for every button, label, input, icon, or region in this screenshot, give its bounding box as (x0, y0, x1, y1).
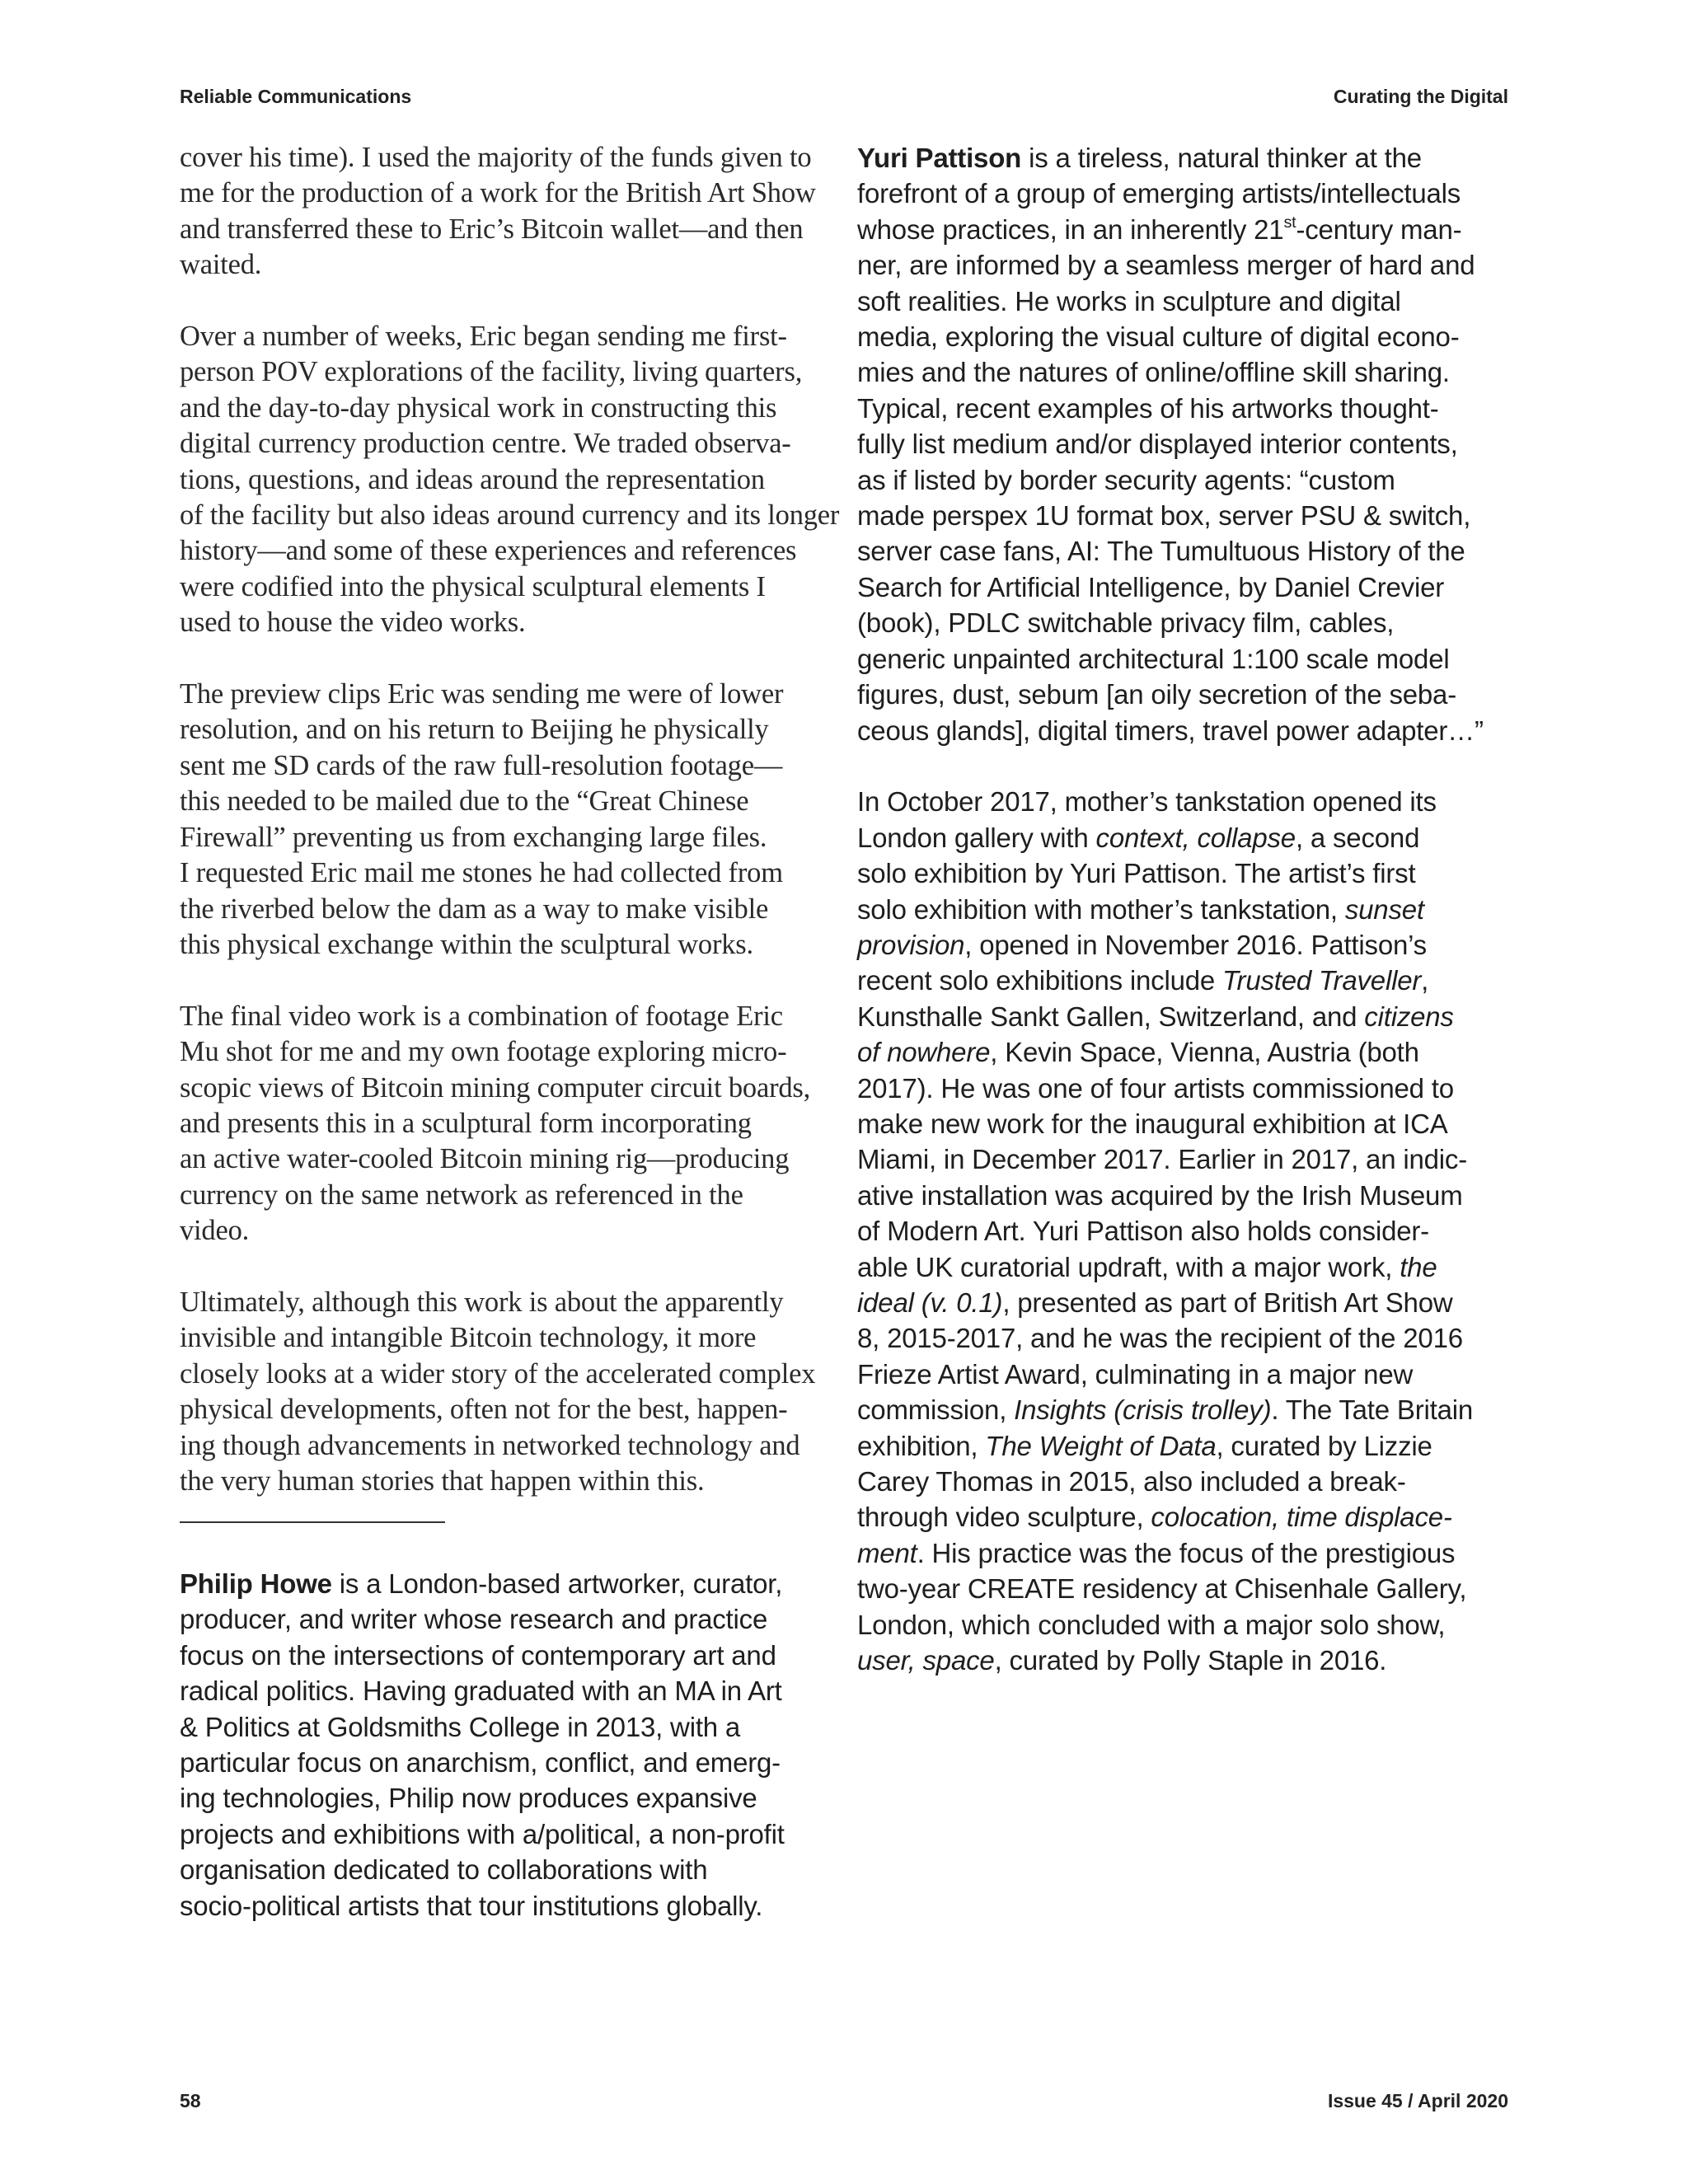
text-line: physical developments, often not for the best, happen- (180, 1394, 788, 1426)
text-line: the riverbed below the dam as a way to make visible (180, 893, 769, 925)
text-line: invisible and intangible Bitcoin technology, it more (180, 1322, 757, 1354)
text-line: focus on the intersections of contemporary art and (180, 1639, 776, 1671)
text-line: the very human stories that happen within this. (180, 1465, 705, 1497)
text-line: used to house the video works. (180, 607, 526, 639)
header-article-section: Curating the Digital (1333, 86, 1508, 107)
bio-philip-howe (180, 1566, 839, 1959)
work-title-insights: Insights (crisis trolley) (1014, 1394, 1272, 1426)
bio-philip-remaining-lines (180, 1601, 839, 1924)
text-line: currency on the same network as referenced in the (180, 1179, 743, 1211)
text-line: and transferred these to Eric’s Bitcoin wallet—and then (180, 213, 804, 245)
essay-paragraph-2 (180, 319, 840, 641)
work-title-provision: provision (857, 929, 965, 960)
work-title-user-space: user, space (857, 1645, 995, 1676)
text-line: history—and some of these experiences and references (180, 535, 797, 567)
bio-philip-paragraph (180, 1566, 839, 1924)
work-title-ment: ment (857, 1537, 917, 1568)
essay-paragraph-1 (180, 140, 831, 284)
text-line: particular focus on anarchism, conflict, and emerg- (180, 1747, 781, 1779)
section-divider (180, 1521, 445, 1523)
essay-paragraph-3 (180, 677, 831, 963)
work-title-ideal: ideal (v. 0.1) (857, 1286, 1003, 1318)
text-line: ing though advancements in networked technology and (180, 1429, 800, 1461)
text-line: video. (180, 1215, 250, 1247)
text-line: cover his time). I used the majority of the funds given to (180, 142, 812, 173)
text-line: radical politics. Having graduated with an MA in Art (180, 1675, 782, 1707)
text-line: The final video work is a combination of footage Eric (180, 1000, 783, 1032)
yuri-exhibition-history: In October 2017, mother’s tankstation opened its London gallery with context, collapse, a second solo exhibition by Yuri Pattison. The artist’s first solo exhibition with mother’s tankstation, sunset provision, opened in November 2016. Pattison’s recent solo exhibitions include Trusted Traveller, Kunsthalle Sankt Gallen, Switzerland, and citizens of nowhere, Kevin Space, Vienna, Austria (both 2017). He was one of four artists commissioned to make new work for the inaugural exhibition at ICA Miami, in December 2017. Earlier in 2017, an indic- ative installation was acquired by the Irish Museum of Modern Art. Yuri Pattison also holds consider- able UK curatorial updraft, with a major work, the ideal (v. 0.1), presented as part of British Art Show 8, 2015-2017, and he was the recipient of the 2016 Frieze Artist Award, culminating in a major new commission, Insights (crisis trolley). The Tate Britain exhibition, The Weight of Data, curated by Lizzie Carey Thomas in 2015, also included a break- through video sculpture, colocation, time displace- ment. His practice was the focus of the prestigious two-year CREATE residency at Chisenhale Gallery, London, which concluded with a major solo show, user, space, curated by Polly Staple in 2016. (857, 786, 1474, 1676)
bio-yuri-pattison: Yuri Pattison is a tireless, natural thinker at the forefront of a group of emerging artists/intellectuals whose practices, in an inherently 21st-century man- ner, are informed by a seamless merger of hard and soft realities. He works in sculpture and digital media, exploring the visual culture of digital econo- mies and the natures of online/offline skill sharing. Typical, recent examples of his artworks thought- fully list medium and/or displayed interior contents, as if listed by border security agents: “custom made perspex 1U format box, server PSU & switch, server case fans, AI: The Tumultuous History of the Search for Artificial Intelligence, by Daniel Crevier (book), PDLC switchable privacy film, cables, generic unpainted architectural 1:100 scale model figures, dust, sebum [an oily secretion of the seba- ceous glands], digital timers, travel power adapter…” (857, 143, 1484, 746)
artist-name-yuri-pattison: Yuri Pattison (857, 143, 1022, 173)
text-line: sent me SD cards of the raw full-resolution footage— (180, 749, 783, 781)
page-number: 58 (180, 2090, 201, 2111)
text-line: organisation dedicated to collaborations with (180, 1854, 708, 1886)
essay-paragraph-4 (180, 999, 831, 1249)
text-line: scopic views of Bitcoin mining computer circuit boards, (180, 1071, 811, 1104)
work-title-weight-of-data: The Weight of Data (985, 1430, 1217, 1461)
work-title-colocation: colocation, time displace- (1151, 1502, 1452, 1533)
text-line: Ultimately, although this work is about the apparently (180, 1286, 784, 1318)
author-name-philip-howe: Philip Howe (180, 1568, 332, 1599)
text-line: were codified into the physical sculptural elements I (180, 570, 766, 602)
work-title-context-collapse: context, collapse (1095, 822, 1296, 853)
header-publication-section: Reliable Communications (180, 86, 412, 107)
text-line: me for the production of a work for the British Art Show (180, 177, 816, 209)
text-line: I requested Eric mail me stones he had collected from (180, 857, 783, 889)
text-line: socio-political artists that tour institutions globally. (180, 1890, 763, 1921)
text-line: waited. (180, 249, 262, 281)
text-line: person POV explorations of the facility, living quarters, (180, 356, 803, 388)
issue-info: Issue 45 / April 2020 (1327, 2090, 1508, 2111)
text-line: tions, questions, and ideas around the representation (180, 463, 765, 495)
essay-paragraph-5 (180, 1285, 831, 1499)
text-line: Over a number of weeks, Eric began sending me first- (180, 321, 787, 353)
text-line: ing technologies, Philip now produces expansive (180, 1783, 757, 1814)
right-column (857, 140, 1517, 1714)
text-line: digital currency production centre. We traded observa- (180, 428, 791, 460)
text-line: and the day-to-day physical work in constructing this (180, 391, 777, 424)
text-line: an active water-cooled Bitcoin mining rig—producing (180, 1143, 790, 1175)
text-line: and presents this in a sculptural form incorporating (180, 1107, 752, 1139)
text-line: projects and exhibitions with a/political, a non-profit (180, 1818, 785, 1849)
text-line: this physical exchange within the sculptural works. (180, 928, 753, 960)
text-line: & Politics at Goldsmiths College in 2013, with a (180, 1711, 741, 1742)
text-line: producer, and writer whose research and practice (180, 1604, 768, 1635)
essay-column (180, 140, 840, 1535)
work-title-the: the (1400, 1251, 1437, 1282)
work-title-citizens: citizens (1364, 1001, 1454, 1032)
text-line: of the facility but also ideas around currency and its longer (180, 499, 840, 532)
text-line: Mu shot for me and my own footage exploring micro- (180, 1036, 787, 1068)
text-line: Firewall” preventing us from exchanging large files. (180, 821, 767, 853)
work-title-trusted-traveller: Trusted Traveller (1222, 965, 1422, 996)
text-line: resolution, and on his return to Beijing he physically (180, 714, 769, 746)
text-line: The preview clips Eric was sending me were of lower (180, 678, 784, 710)
work-title-sunset: sunset (1344, 893, 1424, 925)
text-line: closely looks at a wider story of the accelerated complex (180, 1357, 816, 1390)
bio-philip-line-1: Philip Howe is a London-based artworker, curator, (180, 1568, 783, 1599)
work-title-of-nowhere: of nowhere (857, 1037, 991, 1068)
text-line: this needed to be mailed due to the “Great Chinese (180, 785, 749, 818)
